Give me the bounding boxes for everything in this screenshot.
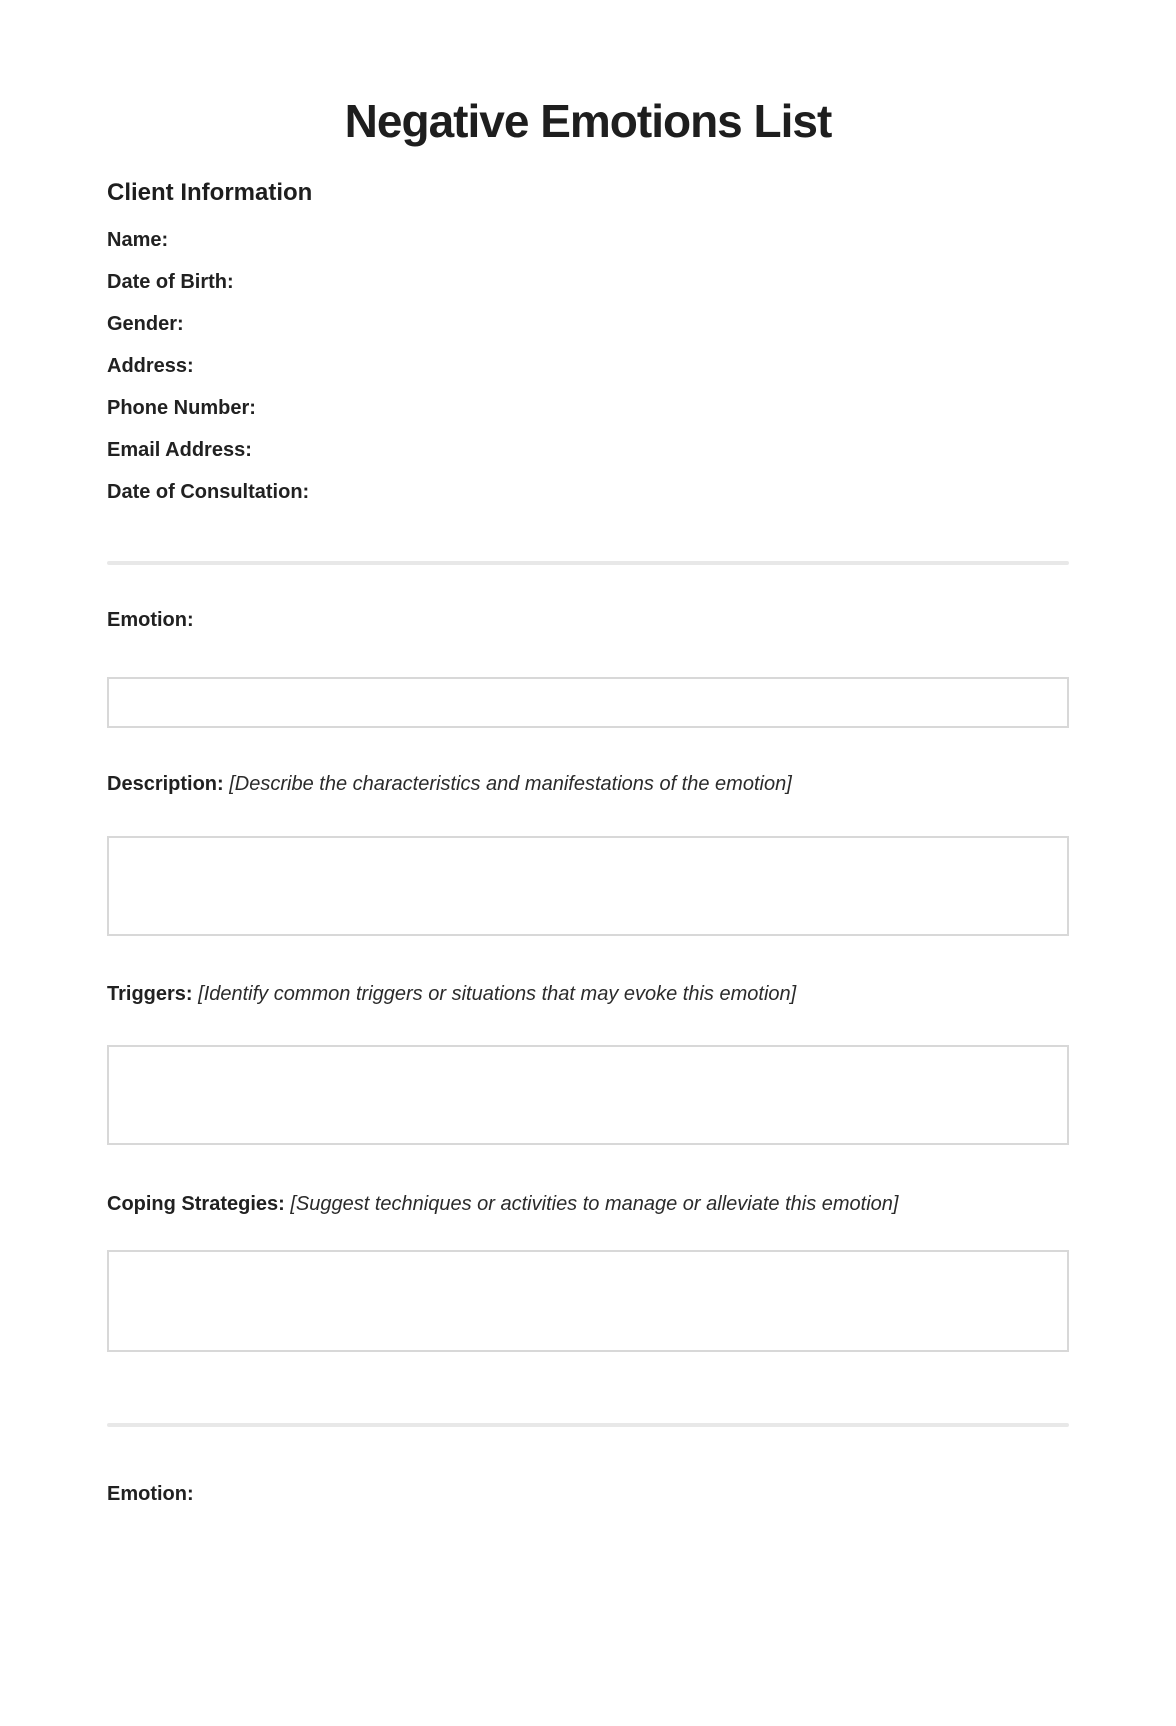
description-textarea[interactable]: [107, 836, 1069, 936]
coping-strategies-textarea[interactable]: [107, 1250, 1069, 1352]
section-divider: [107, 561, 1069, 565]
page-title: Negative Emotions List: [344, 95, 832, 147]
document-page: [0, 96, 1176, 1726]
coping-strategies-label-row: [107, 1192, 1069, 1216]
triggers-label: Triggers:: [107, 983, 193, 1005]
coping-strategies-label: Coping Strategies:: [107, 1193, 285, 1215]
triggers-textarea[interactable]: [107, 1045, 1069, 1145]
description-hint: [Describe the characteristics and manifestations of the emotion]: [229, 773, 792, 795]
description-label-row: [107, 772, 1069, 796]
triggers-hint: [Identify common triggers or situations that may evoke this emotion]: [198, 983, 797, 1005]
section-divider: [107, 1423, 1069, 1427]
coping-strategies-hint: [Suggest techniques or activities to manage or alleviate this emotion]: [290, 1193, 899, 1215]
client-information-heading: Client Information: [107, 179, 313, 206]
client-field-gender: Gender:: [107, 313, 184, 335]
client-field-name: Name:: [107, 229, 169, 251]
triggers-label-row: [107, 982, 1069, 1006]
emotion-label: Emotion:: [107, 609, 194, 631]
emotion-label-second: Emotion:: [107, 1483, 194, 1505]
client-field-address: Address:: [107, 355, 194, 377]
client-field-email-address: Email Address:: [107, 439, 252, 461]
client-field-date-of-consultation: Date of Consultation:: [107, 481, 310, 503]
emotion-input[interactable]: [107, 677, 1069, 728]
client-field-phone-number: Phone Number:: [107, 397, 256, 419]
description-label: Description:: [107, 773, 224, 795]
client-field-date-of-birth: Date of Birth:: [107, 271, 234, 293]
